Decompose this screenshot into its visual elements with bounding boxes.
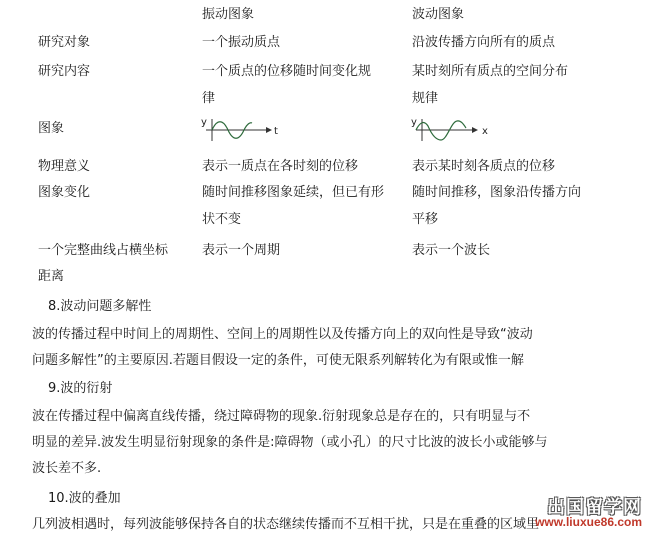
- watermark-title: 出国留学网: [547, 497, 642, 518]
- cell-wave-content-line2: 规律: [412, 91, 439, 106]
- section-heading-10: 10.波的叠加: [48, 491, 121, 506]
- cell-wave-content-line1: 某时刻所有质点的空间分布: [412, 64, 569, 79]
- row-label-full-curve-line1: 一个完整曲线占横坐标: [38, 243, 169, 258]
- vibration-x-arrow: [266, 127, 272, 133]
- vibration-y-label: y: [201, 117, 207, 128]
- vibration-x-label: t: [274, 126, 278, 137]
- row-label-graph: 图象: [38, 121, 65, 136]
- wave-x-arrow: [472, 127, 478, 133]
- section-9-line2: 明显的差异.波发生明显衍射现象的条件是:障碍物（或小孔）的尺寸比波的波长小或能够与: [32, 435, 548, 450]
- row-label-physical-meaning: 物理意义: [38, 159, 91, 174]
- section-9-line3: 波长差不多.: [32, 461, 102, 476]
- section-9-line1: 波在传播过程中偏离直线传播，绕过障碍物的现象.衍射现象总是存在的，只有明显与不: [32, 409, 531, 424]
- cell-wave-change-line2: 平移: [412, 212, 439, 227]
- site-watermark: [498, 493, 648, 533]
- wave-y-label: y: [411, 117, 417, 128]
- cell-vibration-content-line1: 一个质点的位移随时间变化规: [202, 64, 372, 79]
- row-label-research-content: 研究内容: [38, 64, 91, 79]
- cell-vibration-period: 表示一个周期: [202, 243, 281, 258]
- header-wave-graph: 波动图象: [412, 7, 465, 22]
- watermark-url: www.liuxue86.com: [535, 515, 642, 529]
- cell-vibration-change-line1: 随时间推移图象延续，但已有形: [202, 185, 385, 200]
- cell-vibration-change-line2: 状不变: [202, 212, 242, 227]
- cell-vibration-object: 一个振动质点: [202, 35, 281, 50]
- cell-wave-change-line1: 随时间推移，图象沿传播方向: [412, 185, 582, 200]
- header-vibration-graph: 振动图象: [202, 7, 255, 22]
- section-10-line1: 几列波相遇时，每列波能够保持各自的状态继续传播而不互相干扰，只是在重叠的区域里: [32, 517, 540, 532]
- vibration-graph: [200, 116, 280, 142]
- wave-graph-svg: [408, 116, 488, 142]
- row-label-graph-change: 图象变化: [38, 185, 91, 200]
- wave-graph: [408, 116, 488, 142]
- cell-wave-object: 沿波传播方向所有的质点: [412, 35, 556, 50]
- section-heading-9: 9.波的衍射: [48, 381, 113, 396]
- cell-vibration-content-line2: 律: [202, 91, 216, 106]
- cell-vibration-meaning: 表示一质点在各时刻的位移: [202, 159, 359, 174]
- section-heading-8: 8.波动问题多解性: [48, 299, 152, 314]
- wave-x-label: x: [482, 126, 488, 137]
- row-label-full-curve-line2: 距离: [38, 269, 65, 284]
- cell-wave-meaning: 表示某时刻各质点的位移: [412, 159, 556, 174]
- vibration-graph-svg: [200, 116, 280, 142]
- section-8-line2: 问题多解性”的主要原因.若题目假设一定的条件，可使无限系列解转化为有限或惟一解: [32, 353, 524, 368]
- section-8-line1: 波的传播过程中时间上的周期性、空间上的周期性以及传播方向上的双向性是导致“波动: [32, 327, 533, 342]
- cell-wave-wavelength: 表示一个波长: [412, 243, 491, 258]
- row-label-research-object: 研究对象: [38, 35, 91, 50]
